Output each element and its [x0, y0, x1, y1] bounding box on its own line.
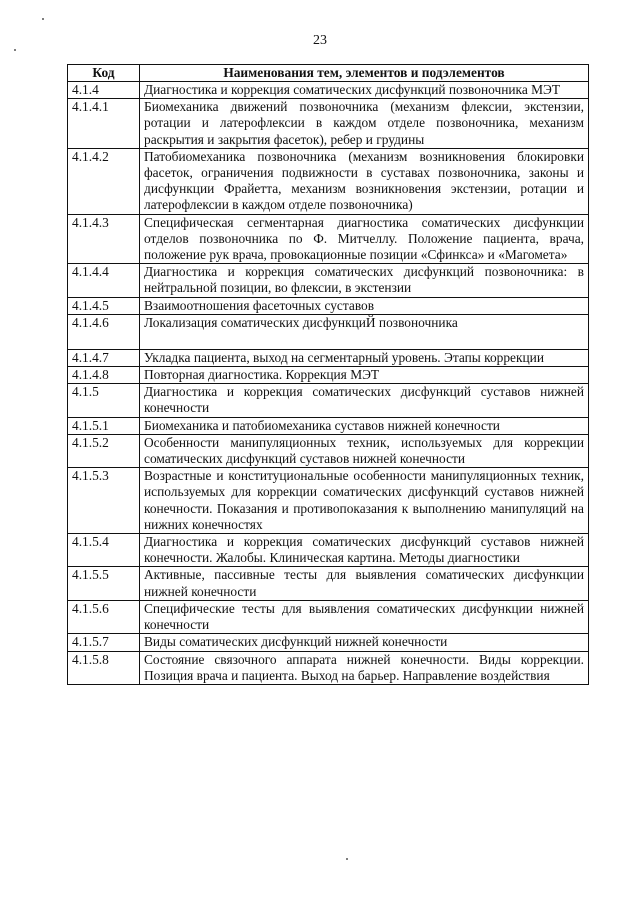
table-row: [68, 600, 589, 633]
column-header-code: Код: [68, 65, 140, 82]
row-code: 4.1.5.2: [68, 434, 140, 467]
row-code: 4.1.5.5: [68, 567, 140, 600]
row-name: Повторная диагностика. Коррекция МЭТ: [140, 367, 589, 384]
row-code: 4.1.5.8: [68, 651, 140, 684]
row-code: 4.1.5.1: [68, 417, 140, 434]
row-code: 4.1.4.6: [68, 314, 140, 349]
table-row: [68, 384, 589, 417]
column-header-name: Наименования тем, элементов и подэлементов: [140, 65, 589, 82]
row-code: 4.1.4.5: [68, 297, 140, 314]
row-name: Локализация соматических дисфункциЙ позвоночника: [140, 314, 589, 349]
row-code: 4.1.5: [68, 384, 140, 417]
row-name: Биомеханика и патобиомеханика суставов нижней конечности: [140, 417, 589, 434]
scan-speck: [346, 858, 348, 860]
table-row: [68, 214, 589, 264]
row-code: 4.1.4.1: [68, 99, 140, 149]
row-code: 4.1.4.8: [68, 367, 140, 384]
table-body: [68, 82, 589, 685]
table-row: [68, 367, 589, 384]
table-row: [68, 634, 589, 651]
scan-speck: [42, 18, 44, 20]
table-row: [68, 651, 589, 684]
row-name: Состояние связочного аппарата нижней конечности. Виды коррекции. Позиция врача и пациента. Выход на барьер. Направление воздействия: [140, 651, 589, 684]
table-row: [68, 349, 589, 366]
row-name: Активные, пассивные тесты для выявления соматических дисфункции нижней конечности: [140, 567, 589, 600]
row-name: Патобиомеханика позвоночника (механизм возникновения блокировки фасеток, ограничения подвижности в суставах позвоночника, законы и дисфункции Фрайетта, механизм возникновения экстензии, ротации и латерофлексии в каждом отделе позвоночника): [140, 148, 589, 214]
table-row: [68, 264, 589, 297]
page-number: 23: [313, 33, 327, 48]
row-name: Особенности манипуляционных техник, используемых для коррекции соматических дисфункций суставов нижней конечности: [140, 434, 589, 467]
table-row: [68, 297, 589, 314]
row-code: 4.1.5.3: [68, 468, 140, 534]
row-name: Взаимоотношения фасеточных суставов: [140, 297, 589, 314]
row-name: Укладка пациента, выход на сегментарный уровень. Этапы коррекции: [140, 349, 589, 366]
table-row: [68, 434, 589, 467]
topics-table: [67, 64, 589, 685]
table-row: [68, 468, 589, 534]
row-code: 4.1.5.4: [68, 534, 140, 567]
row-name: Виды соматических дисфункций нижней конечности: [140, 634, 589, 651]
row-name: Специфическая сегментарная диагностика соматических дисфункции отделов позвоночника по Ф. Митчеллу. Положение пациента, врача, положение рук врача, провокационные позиции «Сфинкса» и «Магомета»: [140, 214, 589, 264]
row-name: Диагностика и коррекция соматических дисфункций позвоночника: в нейтральной позиции, во флексии, в экстензии: [140, 264, 589, 297]
row-name: Возрастные и конституциональные особенности манипуляционных техник, используемых для коррекции соматических дисфункций суставов нижней конечности. Показания и противопоказания к выполнению манипуляций на нижних конечностях: [140, 468, 589, 534]
row-name: Биомеханика движений позвоночника (механизм флексии, экстензии, ротации и латерофлексии в каждом отделе позвоночника, механизм раскрытия и закрытия фасеток), ребер и грудины: [140, 99, 589, 149]
table-row: [68, 82, 589, 99]
row-name: Диагностика и коррекция соматических дисфункций суставов нижней конечности: [140, 384, 589, 417]
table-row: [68, 417, 589, 434]
row-name: Специфические тесты для выявления соматических дисфункции нижней конечности: [140, 600, 589, 633]
table-row: [68, 314, 589, 349]
scan-speck: [14, 49, 16, 51]
table-row: [68, 534, 589, 567]
row-code: 4.1.4.3: [68, 214, 140, 264]
table-header-row: [68, 65, 589, 82]
table-row: [68, 148, 589, 214]
row-code: 4.1.4.2: [68, 148, 140, 214]
table-row: [68, 567, 589, 600]
row-code: 4.1.5.7: [68, 634, 140, 651]
row-code: 4.1.4.7: [68, 349, 140, 366]
row-code: 4.1.4: [68, 82, 140, 99]
row-code: 4.1.5.6: [68, 600, 140, 633]
row-name: Диагностика и коррекция соматических дисфункций позвоночника МЭТ: [140, 82, 589, 99]
row-name: Диагностика и коррекция соматических дисфункций суставов нижней конечности. Жалобы. Клиническая картина. Методы диагностики: [140, 534, 589, 567]
row-code: 4.1.4.4: [68, 264, 140, 297]
table-row: [68, 99, 589, 149]
